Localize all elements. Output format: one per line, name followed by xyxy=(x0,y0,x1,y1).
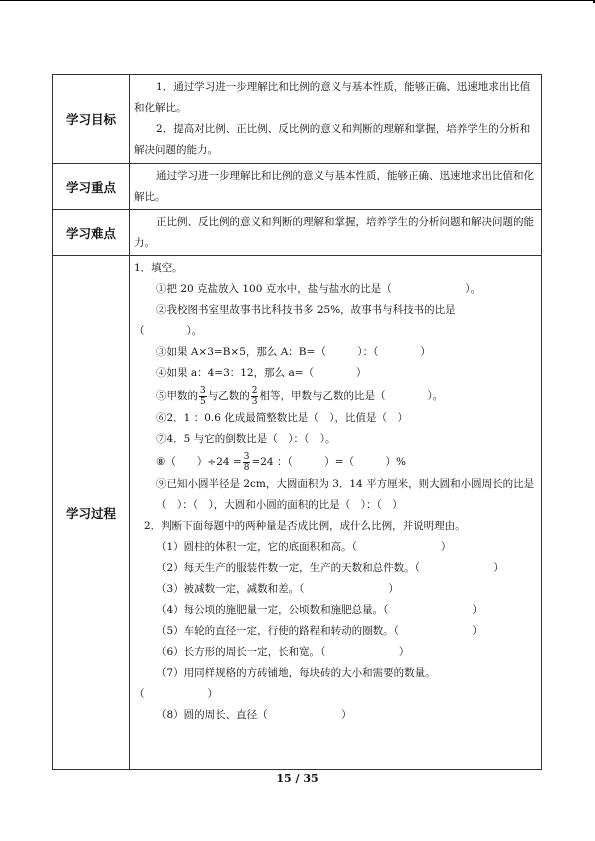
difficulty-label: 学习难点 xyxy=(53,210,130,256)
row-difficulty xyxy=(53,210,542,256)
goals-line-1: 1．通过学习进一步理解比和比例的意义与基本性质，能够正确、迅速地求出比值和化解比。 xyxy=(134,81,531,114)
fraction-3-5 xyxy=(199,386,207,407)
q2-item-2: （2）每天生产的服装件数一定，生产的天数和总件数。（ ） xyxy=(156,562,504,574)
difficulty-text: 正比例、反比例的意义和判断的理解和掌握，培养学生的分析问题和解决问题的能力。 xyxy=(134,216,535,249)
q2-item-7: （7）用同样规格的方砖铺地，每块砖的大小和需要的数量。 xyxy=(156,667,436,679)
q1-item-5-pre: ⑤甲数的 xyxy=(156,390,198,402)
key-label: 学习重点 xyxy=(53,164,130,210)
q2-item-8: （8）圆的周长、直径（ ） xyxy=(156,709,352,721)
q1-item-5-mid: 与乙数的 xyxy=(207,390,250,402)
q1-item-8-pre: ⑧（ ）÷24 = xyxy=(156,456,242,468)
q1-item-8-post: =24 ：（ ）=（ ）% xyxy=(251,456,406,468)
q2-item-6: （6）长方形的周长一定，长和宽。（ ） xyxy=(156,646,410,658)
q1-item-5-post: 相等，甲数与乙数的比是（ ）。 xyxy=(259,390,444,402)
q1-item-8 xyxy=(134,450,537,474)
q1-item-9: ⑨已知小圆半径是 2cm，大圆面积为 3．14 平方厘米，则大圆和小圆周长的比是（ ）：（ ），大圆和小圆的面积的比是（ ）：（ ） xyxy=(156,478,535,511)
fraction-denominator: 8 xyxy=(243,462,250,473)
q2-item-5: （5）车轮的直径一定，行使的路程和转动的圈数。（ ） xyxy=(156,625,483,637)
fraction-3-8 xyxy=(243,452,251,473)
fraction-numerator: 2 xyxy=(251,385,258,396)
q1-item-2b: （ ）。 xyxy=(134,325,203,337)
q1-title: 1．填空。 xyxy=(134,262,183,274)
fraction-numerator: 3 xyxy=(243,451,250,462)
fraction-denominator: 5 xyxy=(200,396,206,407)
row-process xyxy=(53,256,542,770)
difficulty-content xyxy=(130,210,542,256)
q1-item-7: ⑦4．5 与它的倒数比是（ ）：（ ）。 xyxy=(156,433,336,445)
q2-item-3: （3）被减数一定，减数和差。（ ） xyxy=(156,583,399,595)
fraction-2-3 xyxy=(251,386,259,407)
key-text: 通过学习进一步理解比和比例的意义与基本性质，能够正确、迅速地求出比值和化解比。 xyxy=(134,170,535,203)
key-content xyxy=(130,164,542,210)
q1-item-6: ⑥2．1 ：0.6 化成最简整数比是（ ），比值是（ ） xyxy=(156,412,408,424)
q1-item-2a: ②我校图书室里故事书比科技书多 25%，故事书与科技书的比是 xyxy=(156,304,456,316)
process-content xyxy=(130,256,542,770)
q1-item-1: ①把 20 克盐放入 100 克水中，盐与盐水的比是（ ）。 xyxy=(156,283,482,295)
q2-item-1: （1）圆柱的体积一定，它的底面积和高。（ ） xyxy=(156,541,452,553)
q2-item-4: （4）每公顷的施肥量一定，公顷数和施肥总量。（ ） xyxy=(156,604,483,616)
page-top-rule xyxy=(0,0,595,1)
lesson-plan-table xyxy=(52,74,542,770)
row-goals xyxy=(53,75,542,164)
q1-item-3: ③如果 A×3=B×5，那么 A：B=（ ）：（ ） xyxy=(156,346,431,358)
fraction-numerator: 3 xyxy=(200,385,206,396)
fraction-denominator: 3 xyxy=(251,396,258,407)
process-label: 学习过程 xyxy=(53,256,130,770)
goals-line-2: 2．提高对比例、正比例、反比例的意义和判断的理解和掌握，培养学生的分析和解决问题的能力。 xyxy=(134,123,531,156)
goals-content xyxy=(130,75,542,164)
q2-title: 2．判断下面每题中的两种量是否成比例，成什么比例，并说明理由。 xyxy=(144,520,466,532)
page-number: 15 / 35 xyxy=(276,772,319,785)
row-key xyxy=(53,164,542,210)
q2-item-7b: （ ） xyxy=(134,688,218,700)
q1-item-4: ④如果 a：4=3：12，那么 a=（ ） xyxy=(156,367,367,379)
q1-item-5 xyxy=(134,384,537,408)
goals-label: 学习目标 xyxy=(53,75,130,164)
